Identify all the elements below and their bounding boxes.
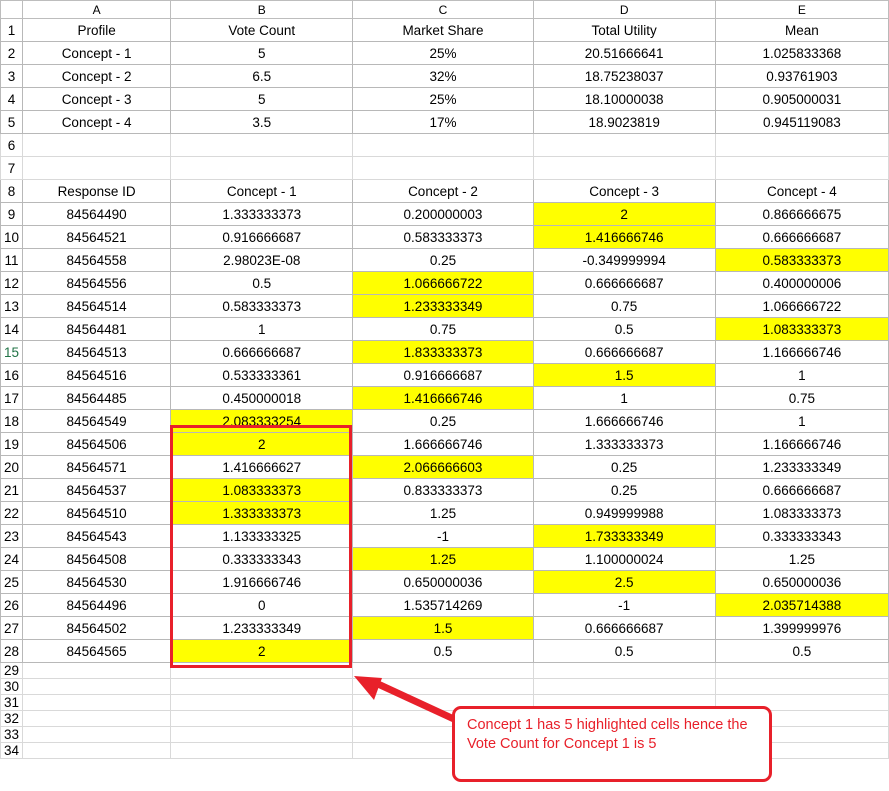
summary-cell[interactable]: 0.93761903 <box>715 65 888 88</box>
empty-cell[interactable] <box>353 663 533 679</box>
utility-cell[interactable]: 0.666666687 <box>715 226 888 249</box>
row-header[interactable]: 23 <box>1 525 23 548</box>
response-id-cell[interactable]: 84564521 <box>23 226 171 249</box>
utility-cell[interactable]: 2.066666603 <box>353 456 533 479</box>
empty-cell[interactable] <box>23 695 171 711</box>
table-row <box>1 410 889 433</box>
table-row <box>1 663 889 679</box>
utility-cell[interactable]: 2 <box>171 433 353 456</box>
utility-cell[interactable]: 0.650000036 <box>715 571 888 594</box>
table-row <box>1 295 889 318</box>
utility-cell[interactable]: 1.333333373 <box>171 502 353 525</box>
utility-cell[interactable]: 0.75 <box>353 318 533 341</box>
row-header[interactable]: 26 <box>1 594 23 617</box>
summary-cell[interactable]: 17% <box>353 111 533 134</box>
utility-cell[interactable]: 0.833333373 <box>353 479 533 502</box>
summary-cell[interactable]: 20.51666641 <box>533 42 715 65</box>
empty-cell[interactable] <box>171 663 353 679</box>
utility-cell[interactable]: 0.25 <box>533 456 715 479</box>
empty-cell[interactable] <box>715 679 888 695</box>
utility-cell[interactable]: 1.25 <box>715 548 888 571</box>
table-row <box>1 272 889 295</box>
utility-cell[interactable]: 0.666666687 <box>715 479 888 502</box>
empty-cell[interactable] <box>353 134 533 157</box>
utility-cell[interactable]: 1.666666746 <box>533 410 715 433</box>
utility-cell[interactable]: 1.25 <box>353 548 533 571</box>
utility-cell[interactable]: 2 <box>171 640 353 663</box>
utility-cell[interactable]: 0 <box>171 594 353 617</box>
empty-cell[interactable] <box>533 157 715 180</box>
table-row <box>1 65 889 88</box>
row-header[interactable]: 25 <box>1 571 23 594</box>
summary-cell[interactable]: Concept - 3 <box>23 88 171 111</box>
row-header[interactable]: 27 <box>1 617 23 640</box>
response-id-cell[interactable]: 84564502 <box>23 617 171 640</box>
table-row <box>1 502 889 525</box>
summary-cell[interactable]: 25% <box>353 88 533 111</box>
utility-cell[interactable]: 0.666666687 <box>533 341 715 364</box>
row-header[interactable]: 4 <box>1 88 23 111</box>
row-header[interactable]: 24 <box>1 548 23 571</box>
table-row <box>1 456 889 479</box>
utility-cell[interactable]: 1.733333349 <box>533 525 715 548</box>
detail-header-cell[interactable]: Concept - 2 <box>353 180 533 203</box>
row-header[interactable]: 15 <box>1 341 23 364</box>
row-header[interactable]: 32 <box>1 711 23 727</box>
empty-cell[interactable] <box>533 134 715 157</box>
empty-cell[interactable] <box>171 727 353 743</box>
utility-cell[interactable]: 1.233333349 <box>715 456 888 479</box>
utility-cell[interactable]: 0.25 <box>353 410 533 433</box>
empty-cell[interactable] <box>353 157 533 180</box>
row-header[interactable]: 5 <box>1 111 23 134</box>
column-header-e[interactable]: E <box>715 1 888 19</box>
table-row <box>1 88 889 111</box>
empty-cell[interactable] <box>715 134 888 157</box>
row-header[interactable]: 9 <box>1 203 23 226</box>
annotation-callout <box>452 706 772 782</box>
column-header-a[interactable]: A <box>23 1 171 19</box>
utility-cell[interactable]: 0.400000006 <box>715 272 888 295</box>
row-header[interactable]: 33 <box>1 727 23 743</box>
utility-cell[interactable]: 1.166666746 <box>715 341 888 364</box>
row-header[interactable]: 20 <box>1 456 23 479</box>
row-header[interactable]: 28 <box>1 640 23 663</box>
empty-cell[interactable] <box>171 134 353 157</box>
utility-cell[interactable]: 1.416666746 <box>533 226 715 249</box>
table-row <box>1 640 889 663</box>
summary-cell[interactable]: 32% <box>353 65 533 88</box>
response-id-cell[interactable]: 84564530 <box>23 571 171 594</box>
table-row <box>1 433 889 456</box>
utility-cell[interactable]: 1.083333373 <box>171 479 353 502</box>
utility-cell[interactable]: 0.916666687 <box>171 226 353 249</box>
utility-cell[interactable]: 0.533333361 <box>171 364 353 387</box>
row-header[interactable]: 7 <box>1 157 23 180</box>
utility-cell[interactable]: 1.233333349 <box>171 617 353 640</box>
summary-cell[interactable]: Concept - 4 <box>23 111 171 134</box>
table-row <box>1 249 889 272</box>
table-row <box>1 548 889 571</box>
utility-cell[interactable]: -0.349999994 <box>533 249 715 272</box>
detail-header-cell[interactable]: Response ID <box>23 180 171 203</box>
utility-cell[interactable]: 2.98023E-08 <box>171 249 353 272</box>
utility-cell[interactable]: 1.083333373 <box>715 502 888 525</box>
corner-select-all[interactable] <box>1 1 23 19</box>
empty-cell[interactable] <box>23 157 171 180</box>
empty-cell[interactable] <box>171 157 353 180</box>
table-row <box>1 180 889 203</box>
row-header[interactable]: 6 <box>1 134 23 157</box>
utility-cell[interactable]: 1.083333373 <box>715 318 888 341</box>
utility-cell[interactable]: 1.133333325 <box>171 525 353 548</box>
empty-cell[interactable] <box>171 695 353 711</box>
row-header[interactable]: 1 <box>1 19 23 42</box>
utility-cell[interactable]: 0.949999988 <box>533 502 715 525</box>
utility-cell[interactable]: 2.083333254 <box>171 410 353 433</box>
utility-cell[interactable]: 0.333333343 <box>715 525 888 548</box>
response-id-cell[interactable]: 84564516 <box>23 364 171 387</box>
table-row <box>1 19 889 42</box>
summary-cell[interactable]: Concept - 2 <box>23 65 171 88</box>
utility-cell[interactable]: 1 <box>533 387 715 410</box>
utility-cell[interactable]: 1.916666746 <box>171 571 353 594</box>
utility-cell[interactable]: 0.5 <box>533 640 715 663</box>
utility-cell[interactable]: 1.416666746 <box>353 387 533 410</box>
summary-cell[interactable]: 18.10000038 <box>533 88 715 111</box>
row-header[interactable]: 12 <box>1 272 23 295</box>
row-header[interactable]: 2 <box>1 42 23 65</box>
utility-cell[interactable]: 1 <box>171 318 353 341</box>
summary-header-cell[interactable]: Total Utility <box>533 19 715 42</box>
utility-cell[interactable]: 1.066666722 <box>353 272 533 295</box>
empty-cell[interactable] <box>353 679 533 695</box>
summary-cell[interactable]: 0.905000031 <box>715 88 888 111</box>
utility-cell[interactable]: 1.833333373 <box>353 341 533 364</box>
empty-cell[interactable] <box>715 663 888 679</box>
response-id-cell[interactable]: 84564485 <box>23 387 171 410</box>
response-id-cell[interactable]: 84564571 <box>23 456 171 479</box>
response-id-cell[interactable]: 84564513 <box>23 341 171 364</box>
empty-cell[interactable] <box>23 743 171 759</box>
response-id-cell[interactable]: 84564506 <box>23 433 171 456</box>
utility-cell[interactable]: 2.5 <box>533 571 715 594</box>
row-header[interactable]: 30 <box>1 679 23 695</box>
response-id-cell[interactable]: 84564549 <box>23 410 171 433</box>
table-row <box>1 203 889 226</box>
utility-cell[interactable]: 1.233333349 <box>353 295 533 318</box>
empty-cell[interactable] <box>171 743 353 759</box>
summary-cell[interactable]: Concept - 1 <box>23 42 171 65</box>
empty-cell[interactable] <box>171 711 353 727</box>
response-id-cell[interactable]: 84564508 <box>23 548 171 571</box>
column-header-c[interactable]: C <box>353 1 533 19</box>
table-row <box>1 341 889 364</box>
response-id-cell[interactable]: 84564510 <box>23 502 171 525</box>
utility-cell[interactable]: 1.166666746 <box>715 433 888 456</box>
row-header[interactable]: 17 <box>1 387 23 410</box>
summary-cell[interactable]: 18.75238037 <box>533 65 715 88</box>
utility-cell[interactable]: 0.583333373 <box>171 295 353 318</box>
utility-cell[interactable]: 1.5 <box>533 364 715 387</box>
utility-cell[interactable]: 2.035714388 <box>715 594 888 617</box>
row-header[interactable]: 10 <box>1 226 23 249</box>
response-id-cell[interactable]: 84564496 <box>23 594 171 617</box>
row-header[interactable]: 21 <box>1 479 23 502</box>
response-id-cell[interactable]: 84564481 <box>23 318 171 341</box>
row-header[interactable]: 13 <box>1 295 23 318</box>
empty-cell[interactable] <box>533 663 715 679</box>
empty-cell[interactable] <box>533 679 715 695</box>
utility-cell[interactable]: 0.5 <box>715 640 888 663</box>
row-header[interactable]: 14 <box>1 318 23 341</box>
row-header[interactable]: 34 <box>1 743 23 759</box>
table-row <box>1 134 889 157</box>
table-row <box>1 364 889 387</box>
detail-header-cell[interactable]: Concept - 3 <box>533 180 715 203</box>
detail-header-cell[interactable]: Concept - 4 <box>715 180 888 203</box>
utility-cell[interactable]: 0.450000018 <box>171 387 353 410</box>
table-row <box>1 318 889 341</box>
utility-cell[interactable]: 1.666666746 <box>353 433 533 456</box>
utility-cell[interactable]: 0.5 <box>533 318 715 341</box>
table-row <box>1 226 889 249</box>
utility-cell[interactable]: 0.25 <box>353 249 533 272</box>
utility-cell[interactable]: 1.399999976 <box>715 617 888 640</box>
summary-cell[interactable]: 18.9023819 <box>533 111 715 134</box>
utility-cell[interactable]: 0.583333373 <box>353 226 533 249</box>
response-id-cell[interactable]: 84564514 <box>23 295 171 318</box>
utility-cell[interactable]: 0.650000036 <box>353 571 533 594</box>
empty-cell[interactable] <box>23 711 171 727</box>
utility-cell[interactable]: 0.75 <box>715 387 888 410</box>
row-header[interactable]: 8 <box>1 180 23 203</box>
response-id-cell[interactable]: 84564490 <box>23 203 171 226</box>
annotation-text: Concept 1 has 5 highlighted cells hence the Vote Count for Concept 1 is 5 <box>467 717 748 752</box>
utility-cell[interactable]: 0.583333373 <box>715 249 888 272</box>
utility-cell[interactable]: 1.333333373 <box>533 433 715 456</box>
table-row <box>1 525 889 548</box>
summary-header-cell[interactable]: Market Share <box>353 19 533 42</box>
table-row <box>1 479 889 502</box>
response-id-cell[interactable]: 84564543 <box>23 525 171 548</box>
table-row <box>1 679 889 695</box>
table-row <box>1 387 889 410</box>
utility-cell[interactable]: 1.416666627 <box>171 456 353 479</box>
utility-cell[interactable]: 1.333333373 <box>171 203 353 226</box>
empty-cell[interactable] <box>23 134 171 157</box>
utility-cell[interactable]: 0.5 <box>353 640 533 663</box>
empty-cell[interactable] <box>23 727 171 743</box>
utility-cell[interactable]: 1.25 <box>353 502 533 525</box>
detail-header-cell[interactable]: Concept - 1 <box>171 180 353 203</box>
response-id-cell[interactable]: 84564537 <box>23 479 171 502</box>
summary-cell[interactable]: 5 <box>171 88 353 111</box>
column-header-b[interactable]: B <box>171 1 353 19</box>
summary-cell[interactable]: 0.945119083 <box>715 111 888 134</box>
utility-cell[interactable]: 1 <box>715 410 888 433</box>
response-id-cell[interactable]: 84564558 <box>23 249 171 272</box>
table-row <box>1 571 889 594</box>
utility-cell[interactable]: 0.25 <box>533 479 715 502</box>
table-row <box>1 617 889 640</box>
response-id-cell[interactable]: 84564556 <box>23 272 171 295</box>
table-row <box>1 111 889 134</box>
utility-cell[interactable]: 0.333333343 <box>171 548 353 571</box>
table-row <box>1 594 889 617</box>
column-header-row <box>1 1 889 19</box>
utility-cell[interactable]: 2 <box>533 203 715 226</box>
summary-cell[interactable]: 25% <box>353 42 533 65</box>
row-header[interactable]: 3 <box>1 65 23 88</box>
summary-header-cell[interactable]: Mean <box>715 19 888 42</box>
row-header[interactable]: 19 <box>1 433 23 456</box>
utility-cell[interactable]: 0.5 <box>171 272 353 295</box>
summary-cell[interactable]: 1.025833368 <box>715 42 888 65</box>
row-header[interactable]: 16 <box>1 364 23 387</box>
utility-cell[interactable]: 1 <box>715 364 888 387</box>
table-row <box>1 157 889 180</box>
utility-cell[interactable]: 0.666666687 <box>533 272 715 295</box>
empty-cell[interactable] <box>715 157 888 180</box>
utility-cell[interactable]: 0.200000003 <box>353 203 533 226</box>
utility-cell[interactable]: 0.916666687 <box>353 364 533 387</box>
row-header[interactable]: 18 <box>1 410 23 433</box>
table-row <box>1 42 889 65</box>
summary-cell[interactable]: 5 <box>171 42 353 65</box>
utility-cell[interactable]: 0.866666675 <box>715 203 888 226</box>
empty-cell[interactable] <box>23 663 171 679</box>
utility-cell[interactable]: -1 <box>353 525 533 548</box>
utility-cell[interactable]: 1.535714269 <box>353 594 533 617</box>
column-header-d[interactable]: D <box>533 1 715 19</box>
response-id-cell[interactable]: 84564565 <box>23 640 171 663</box>
summary-header-cell[interactable]: Profile <box>23 19 171 42</box>
empty-cell[interactable] <box>171 679 353 695</box>
row-header[interactable]: 31 <box>1 695 23 711</box>
utility-cell[interactable]: 0.666666687 <box>171 341 353 364</box>
utility-cell[interactable]: 1.100000024 <box>533 548 715 571</box>
utility-cell[interactable]: 0.666666687 <box>533 617 715 640</box>
row-header[interactable]: 22 <box>1 502 23 525</box>
utility-cell[interactable]: 0.75 <box>533 295 715 318</box>
row-header[interactable]: 11 <box>1 249 23 272</box>
utility-cell[interactable]: -1 <box>533 594 715 617</box>
summary-header-cell[interactable]: Vote Count <box>171 19 353 42</box>
summary-cell[interactable]: 6.5 <box>171 65 353 88</box>
empty-cell[interactable] <box>23 679 171 695</box>
utility-cell[interactable]: 1.066666722 <box>715 295 888 318</box>
summary-cell[interactable]: 3.5 <box>171 111 353 134</box>
utility-cell[interactable]: 1.5 <box>353 617 533 640</box>
row-header[interactable]: 29 <box>1 663 23 679</box>
